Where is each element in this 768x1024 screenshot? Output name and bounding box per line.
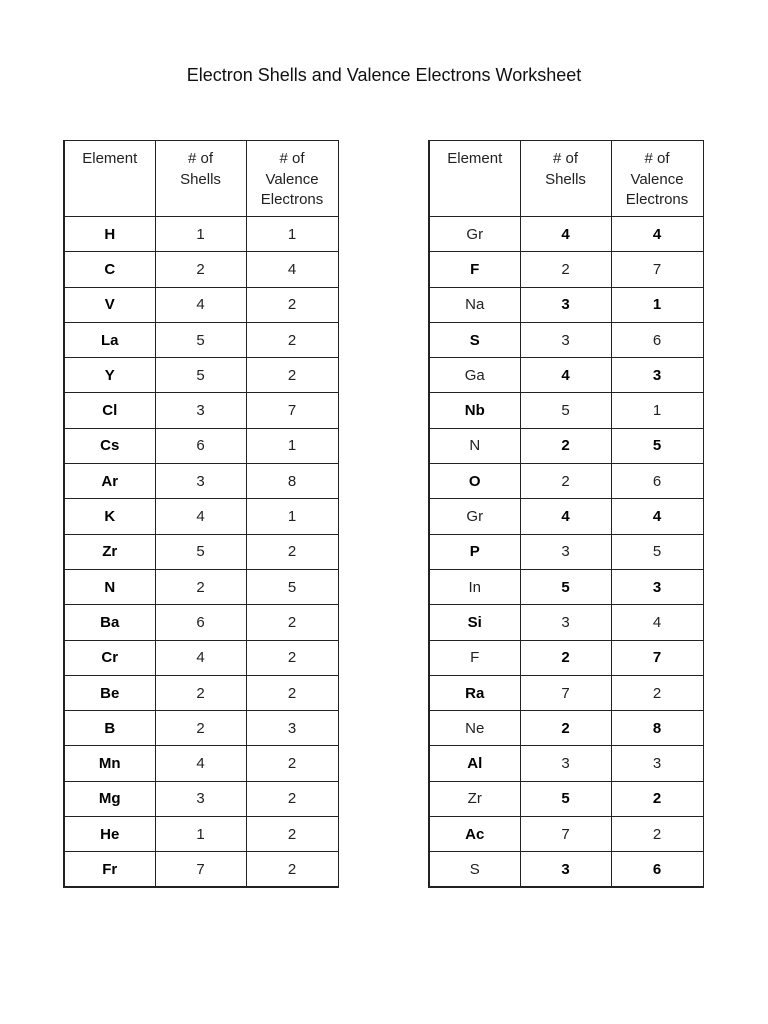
element-cell: Fr: [64, 852, 155, 887]
element-cell: P: [429, 534, 520, 569]
table-row: [64, 569, 338, 604]
table-row: [64, 746, 338, 781]
table-row: [429, 358, 703, 393]
valence-cell: 1: [611, 287, 703, 322]
valence-cell: 3: [611, 746, 703, 781]
table-row: [64, 711, 338, 746]
valence-cell: 2: [246, 605, 338, 640]
shells-cell: 2: [520, 428, 611, 463]
header-element: [429, 141, 520, 217]
valence-cell: 4: [611, 605, 703, 640]
element-cell: Ne: [429, 711, 520, 746]
valence-cell: 2: [611, 675, 703, 710]
element-cell: Gr: [429, 217, 520, 252]
right-element-table: [428, 140, 704, 888]
table-row: [429, 569, 703, 604]
header-shells-label: # of Shells: [180, 150, 221, 188]
table-row: [64, 393, 338, 428]
valence-cell: 3: [611, 569, 703, 604]
element-cell: La: [64, 322, 155, 357]
valence-cell: 5: [611, 428, 703, 463]
element-cell: Na: [429, 287, 520, 322]
header-element: [64, 141, 155, 217]
valence-cell: 2: [246, 322, 338, 357]
shells-cell: 3: [520, 287, 611, 322]
shells-cell: 4: [520, 217, 611, 252]
element-cell: N: [64, 569, 155, 604]
valence-cell: 7: [611, 640, 703, 675]
element-cell: Ra: [429, 675, 520, 710]
table-row: [429, 393, 703, 428]
header-shells: [155, 141, 246, 217]
element-cell: Zr: [429, 781, 520, 816]
worksheet-title: Electron Shells and Valence Electrons Worksheet: [186, 65, 582, 85]
element-cell: S: [429, 322, 520, 357]
table-row: [429, 464, 703, 499]
element-cell: Be: [64, 675, 155, 710]
table-row: [64, 534, 338, 569]
valence-cell: 2: [246, 852, 338, 887]
valence-cell: 2: [246, 358, 338, 393]
valence-cell: 1: [611, 393, 703, 428]
shells-cell: 4: [155, 287, 246, 322]
element-cell: O: [429, 464, 520, 499]
valence-cell: 4: [246, 252, 338, 287]
table-row: [64, 322, 338, 357]
valence-cell: 2: [611, 817, 703, 852]
element-cell: Ba: [64, 605, 155, 640]
shells-cell: 2: [155, 569, 246, 604]
table-row: [64, 358, 338, 393]
valence-cell: 8: [246, 464, 338, 499]
table-row: [429, 428, 703, 463]
table-row: [64, 817, 338, 852]
shells-cell: 3: [520, 534, 611, 569]
header-element-label: Element: [447, 150, 503, 167]
shells-cell: 2: [520, 711, 611, 746]
table-row: [429, 852, 703, 887]
table-row: [64, 605, 338, 640]
table-row: [429, 322, 703, 357]
table-row: [429, 640, 703, 675]
element-cell: N: [429, 428, 520, 463]
shells-cell: 5: [520, 781, 611, 816]
element-cell: Si: [429, 605, 520, 640]
header-shells-label: # of Shells: [545, 150, 586, 188]
element-cell: Zr: [64, 534, 155, 569]
element-cell: Mn: [64, 746, 155, 781]
valence-cell: 2: [246, 746, 338, 781]
valence-cell: 7: [246, 393, 338, 428]
shells-cell: 3: [155, 781, 246, 816]
valence-cell: 2: [246, 534, 338, 569]
table-row: [429, 711, 703, 746]
shells-cell: 4: [520, 499, 611, 534]
element-cell: Gr: [429, 499, 520, 534]
left-element-table: [63, 140, 339, 888]
table-row: [64, 781, 338, 816]
valence-cell: 2: [246, 675, 338, 710]
table-row: [429, 499, 703, 534]
element-cell: Ac: [429, 817, 520, 852]
table-row: [64, 252, 338, 287]
shells-cell: 3: [520, 605, 611, 640]
shells-cell: 5: [155, 322, 246, 357]
valence-cell: 1: [246, 217, 338, 252]
shells-cell: 4: [520, 358, 611, 393]
shells-cell: 3: [520, 852, 611, 887]
table-row: [429, 781, 703, 816]
shells-cell: 5: [520, 569, 611, 604]
shells-cell: 6: [155, 605, 246, 640]
shells-cell: 4: [155, 746, 246, 781]
shells-cell: 1: [155, 817, 246, 852]
shells-cell: 2: [155, 711, 246, 746]
shells-cell: 2: [155, 252, 246, 287]
valence-cell: 1: [246, 428, 338, 463]
table-row: [429, 817, 703, 852]
table-header-row: [64, 141, 338, 217]
valence-cell: 2: [611, 781, 703, 816]
table-row: [429, 287, 703, 322]
element-cell: F: [429, 640, 520, 675]
shells-cell: 5: [155, 358, 246, 393]
shells-cell: 2: [520, 640, 611, 675]
element-cell: Cs: [64, 428, 155, 463]
header-valence: [246, 141, 338, 217]
element-cell: Ga: [429, 358, 520, 393]
shells-cell: 3: [520, 322, 611, 357]
valence-cell: 2: [246, 640, 338, 675]
valence-cell: 3: [611, 358, 703, 393]
valence-cell: 8: [611, 711, 703, 746]
shells-cell: 7: [520, 675, 611, 710]
valence-cell: 6: [611, 322, 703, 357]
table-row: [64, 675, 338, 710]
element-cell: Al: [429, 746, 520, 781]
shells-cell: 7: [155, 852, 246, 887]
valence-cell: 1: [246, 499, 338, 534]
table-row: [64, 852, 338, 887]
table-row: [429, 605, 703, 640]
table-row: [429, 746, 703, 781]
header-shells: [520, 141, 611, 217]
element-cell: F: [429, 252, 520, 287]
table-row: [64, 640, 338, 675]
shells-cell: 3: [520, 746, 611, 781]
shells-cell: 2: [155, 675, 246, 710]
table-row: [64, 499, 338, 534]
shells-cell: 4: [155, 499, 246, 534]
element-cell: C: [64, 252, 155, 287]
element-cell: Cl: [64, 393, 155, 428]
valence-cell: 6: [611, 464, 703, 499]
element-cell: Mg: [64, 781, 155, 816]
shells-cell: 5: [520, 393, 611, 428]
header-valence-label: # of Valence Electrons: [625, 150, 689, 208]
table-row: [429, 675, 703, 710]
shells-cell: 1: [155, 217, 246, 252]
table-header-row: [429, 141, 703, 217]
shells-cell: 2: [520, 464, 611, 499]
element-cell: K: [64, 499, 155, 534]
element-cell: In: [429, 569, 520, 604]
table-row: [64, 287, 338, 322]
valence-cell: 7: [611, 252, 703, 287]
valence-cell: 4: [611, 217, 703, 252]
element-cell: Ar: [64, 464, 155, 499]
valence-cell: 3: [246, 711, 338, 746]
shells-cell: 3: [155, 464, 246, 499]
valence-cell: 6: [611, 852, 703, 887]
element-cell: He: [64, 817, 155, 852]
element-cell: V: [64, 287, 155, 322]
shells-cell: 4: [155, 640, 246, 675]
table-row: [64, 217, 338, 252]
shells-cell: 3: [155, 393, 246, 428]
header-valence: [611, 141, 703, 217]
shells-cell: 7: [520, 817, 611, 852]
table-row: [64, 464, 338, 499]
element-cell: Y: [64, 358, 155, 393]
element-cell: Nb: [429, 393, 520, 428]
valence-cell: 5: [611, 534, 703, 569]
shells-cell: 6: [155, 428, 246, 463]
valence-cell: 2: [246, 817, 338, 852]
valence-cell: 4: [611, 499, 703, 534]
table-row: [64, 428, 338, 463]
valence-cell: 2: [246, 781, 338, 816]
shells-cell: 5: [155, 534, 246, 569]
element-cell: B: [64, 711, 155, 746]
header-valence-label: # of Valence Electrons: [260, 150, 324, 208]
element-cell: Cr: [64, 640, 155, 675]
valence-cell: 2: [246, 287, 338, 322]
shells-cell: 2: [520, 252, 611, 287]
table-row: [429, 217, 703, 252]
valence-cell: 5: [246, 569, 338, 604]
table-row: [429, 534, 703, 569]
element-cell: S: [429, 852, 520, 887]
element-cell: H: [64, 217, 155, 252]
header-element-label: Element: [82, 150, 138, 167]
table-row: [429, 252, 703, 287]
